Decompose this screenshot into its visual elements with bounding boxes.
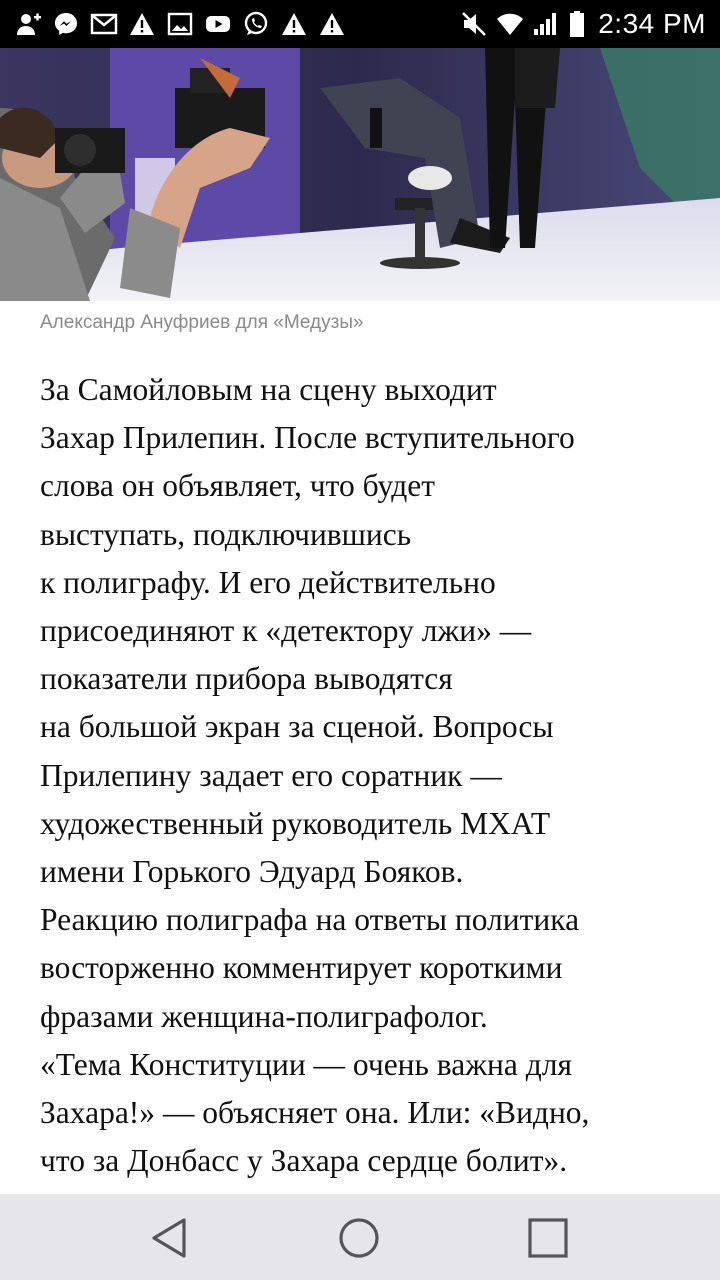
image-icon	[166, 10, 194, 38]
article-line: выступать, подключившись	[40, 516, 412, 552]
back-icon	[144, 1212, 196, 1264]
article-line: восторженно комментирует короткими	[40, 950, 563, 986]
battery-icon	[568, 10, 586, 38]
notification-icons	[14, 8, 346, 40]
recents-button[interactable]	[522, 1212, 574, 1264]
wifi-icon	[496, 10, 524, 38]
article-body	[40, 366, 700, 1185]
messenger-icon	[52, 10, 80, 38]
navigation-bar	[0, 1194, 720, 1280]
home-button[interactable]	[333, 1212, 385, 1264]
recents-icon	[522, 1212, 574, 1264]
system-icons	[460, 8, 706, 40]
whatsapp-icon	[242, 10, 270, 38]
article-line: показатели прибора выводятся	[40, 661, 453, 697]
gmail-icon	[90, 10, 118, 38]
article-line: художественный руководитель МХАТ	[40, 805, 551, 841]
status-bar	[0, 0, 720, 48]
home-icon	[333, 1212, 385, 1264]
article-line: присоединяют к «детектору лжи» —	[40, 613, 532, 649]
article-photo[interactable]	[0, 48, 720, 301]
warning-icon	[128, 10, 156, 38]
article-line: Захара!» — объясняет она. Или: «Видно,	[40, 1095, 590, 1131]
article-line: к полиграфу. И его действительно	[40, 564, 496, 600]
article-line: фразами женщина-полиграфолог.	[40, 998, 488, 1034]
article-line: что за Донбасс у Захара сердце болит».	[40, 1143, 568, 1179]
article-line: «Тема Конституции — очень важна для	[40, 1046, 572, 1082]
article-line: Реакцию полиграфа на ответы политика	[40, 902, 580, 938]
article-line: на большой экран за сценой. Вопросы	[40, 709, 554, 745]
add-contact-icon	[14, 10, 42, 38]
article-line: имени Горького Эдуард Бояков.	[40, 854, 464, 890]
article-line: Прилепину задает его соратник —	[40, 757, 502, 793]
signal-icon	[532, 10, 560, 38]
status-time: 2:34 PM	[598, 8, 706, 39]
warning-icon	[318, 10, 346, 38]
photo-stage-image	[0, 48, 720, 301]
article-line: Захар Прилепин. После вступительного	[40, 420, 575, 456]
back-button[interactable]	[144, 1212, 196, 1264]
article-line: За Самойловым на сцену выходит	[40, 372, 497, 407]
youtube-icon	[204, 10, 232, 38]
photo-caption: Александр Ануфриев для «Медузы»	[40, 312, 364, 333]
warning-icon	[280, 10, 308, 38]
mute-icon	[460, 10, 488, 38]
article-line: слова он объявляет, что будет	[40, 468, 435, 504]
